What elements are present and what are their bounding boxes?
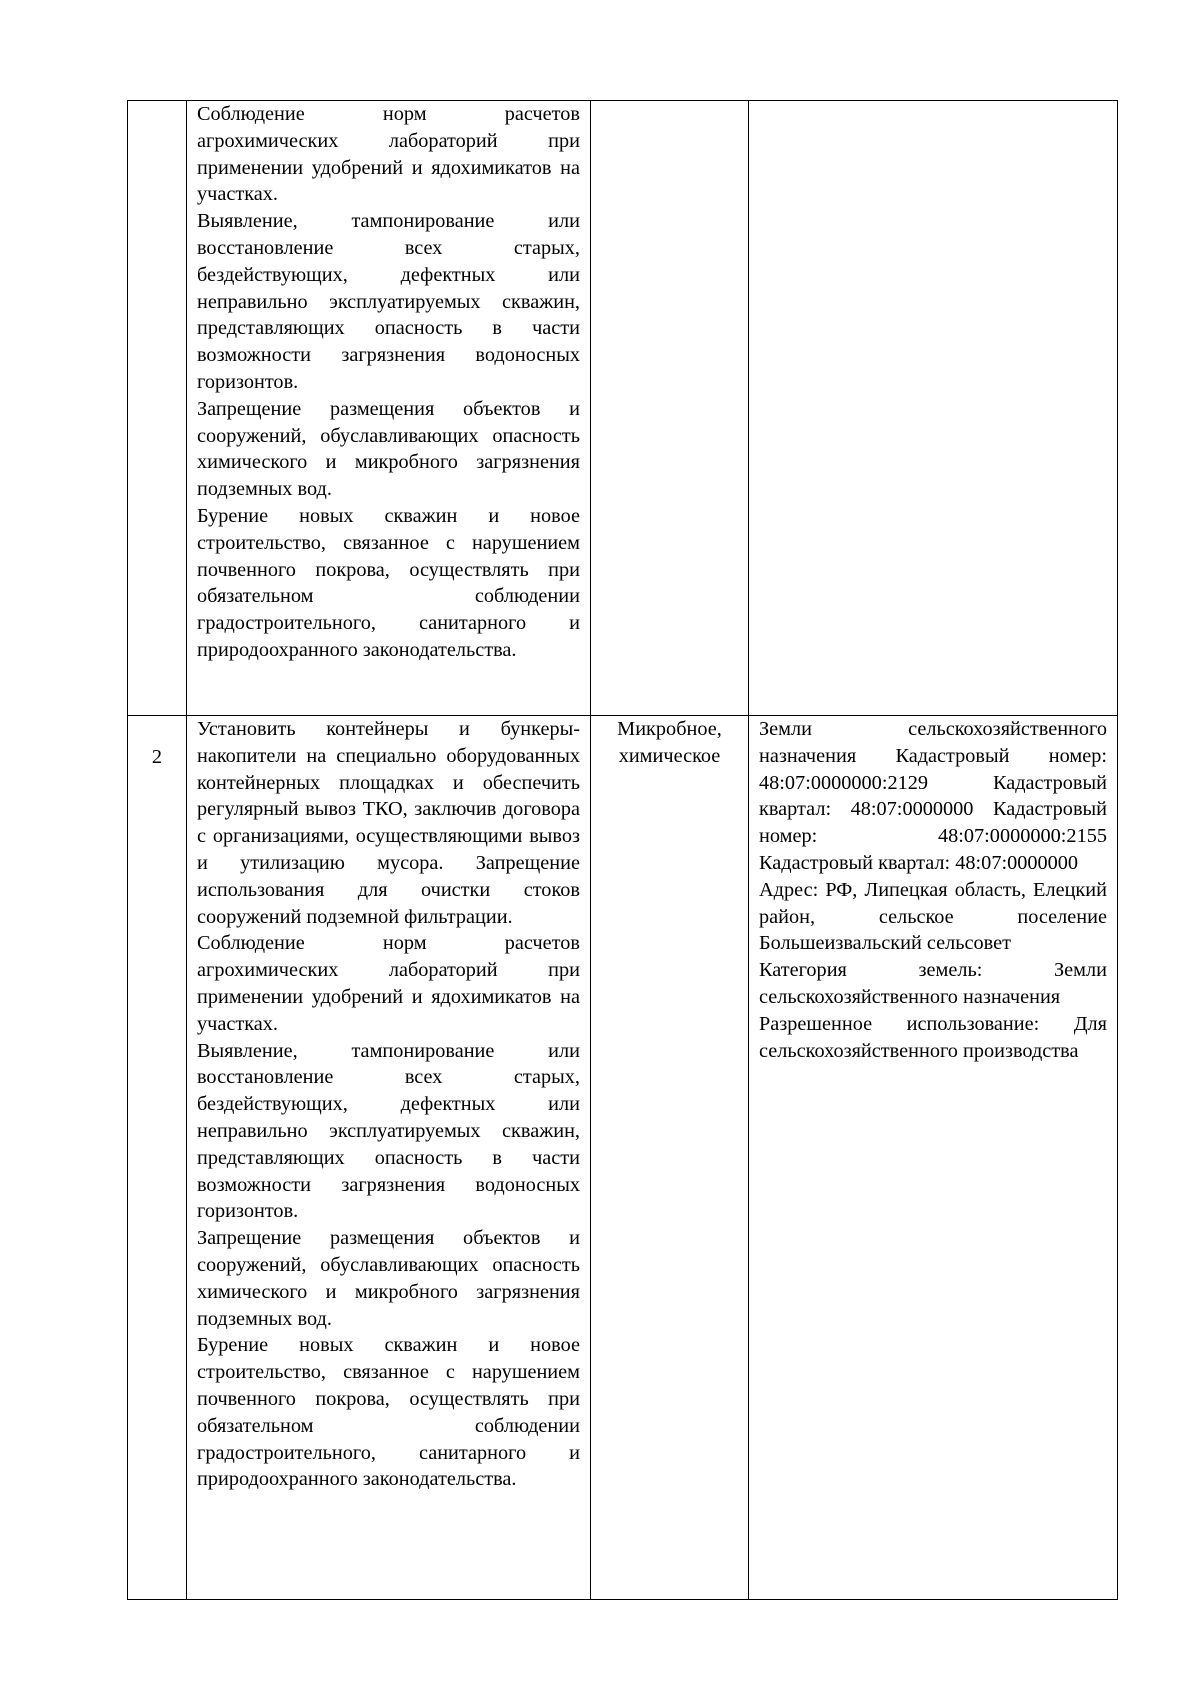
land-info-paragraph: Категория земель: Земли сельскохозяйственного назначения (759, 959, 1107, 1008)
land-info-cell (749, 101, 1118, 716)
measure-paragraph: Соблюдение норм расчетов агрохимических лабораторий при применении удобрений и ядохимикатов на участках. (197, 932, 580, 1035)
pollution-type-cell (591, 101, 749, 716)
measure-paragraph: Запрещение размещения объектов и сооружений, обуславливающих опасность химического и микробного загрязнения подземных вод. (197, 397, 580, 501)
land-info-paragraph: Разрешенное использование: Для сельскохозяйственного производства (759, 1012, 1107, 1062)
row-number-cell (128, 101, 187, 716)
measures-cell (187, 716, 591, 1600)
row-number-cell (128, 716, 187, 1600)
land-info-cell (749, 716, 1118, 1600)
measure-paragraph: Соблюдение норм расчетов агрохимических лабораторий при применении удобрений и ядохимикатов на участках. (197, 103, 580, 206)
land-info-paragraph: Земли сельскохозяйственного назначения Кадастровый номер: 48:07:0000000:2129 Кадастровый квартал: 48:07:0000000 Кадастровый номер: 48:07:0000000:2155 Кадастровый квартал: 48:07:0000000 (759, 718, 1107, 874)
land-info-paragraph: Адрес: РФ, Липецкая область, Елецкий район, сельское поселение Большеизвальский сельсовет (759, 878, 1107, 955)
measure-paragraph: Запрещение размещения объектов и сооружений, обуславливающих опасность химического и микробного загрязнения подземных вод. (197, 1227, 580, 1330)
table-row (128, 101, 1118, 716)
pollution-type-cell (591, 716, 749, 1600)
measures-cell (187, 101, 591, 716)
measure-paragraph: Выявление, тампонирование или восстановление всех старых, бездействующих, дефектных или неправильно эксплуатируемых скважин, представляющих опасность в части возможности загрязнения водоносных горизонтов. (197, 210, 580, 393)
measure-paragraph: Бурение новых скважин и новое строительство, связанное с нарушением почвенного покрова, осуществлять при обязательном соблюдении градостроительного, санитарного и природоохранного законодательства. (197, 1334, 580, 1491)
pollution-type: Микробное, химическое (617, 718, 722, 767)
measure-paragraph: Бурение новых скважин и новое строительство, связанное с нарушением почвенного покрова, осуществлять при обязательном соблюдении градостроительного, санитарного и природоохранного законодательства. (197, 504, 580, 661)
measure-paragraph: Установить контейнеры и бункеры-накопители на специально оборудованных контейнерных площадках и обеспечить регулярный вывоз ТКО, заключив договора с организациями, осуществляющими вывоз и утилизацию мусора. Запрещение использования для очистки стоков сооружений подземной фильтрации. (197, 718, 580, 928)
table-row (128, 716, 1118, 1600)
row-number: 2 (151, 746, 163, 768)
measure-paragraph: Выявление, тампонирование или восстановление всех старых, бездействующих, дефектных или неправильно эксплуатируемых скважин, представляющих опасность в части возможности загрязнения водоносных горизонтов. (197, 1039, 580, 1223)
document-table (127, 100, 1118, 1600)
